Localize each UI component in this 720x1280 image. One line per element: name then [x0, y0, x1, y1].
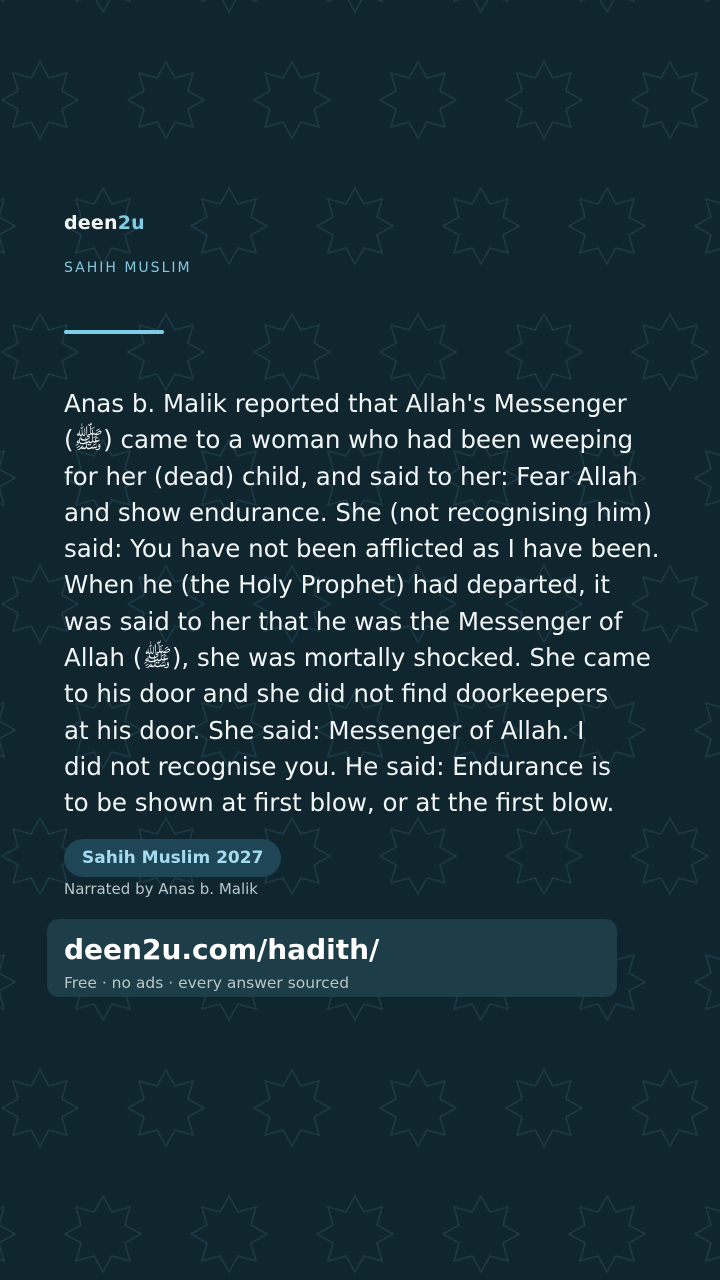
- pattern-star: [191, 0, 267, 12]
- hadith-line: to be shown at first blow, or at the first blow.: [64, 788, 615, 818]
- pattern-star: [65, 0, 141, 12]
- pattern-star: [695, 944, 720, 1020]
- accent-divider: [64, 330, 164, 334]
- pattern-star: [65, 1196, 141, 1272]
- pattern-star: [128, 314, 204, 390]
- pattern-star: [2, 314, 78, 390]
- pattern-star: [380, 62, 456, 138]
- pattern-star: [569, 188, 645, 264]
- pattern-star: [506, 314, 582, 390]
- pattern-star: [695, 188, 720, 264]
- hadith-line: to his door and she did not find doorkeepers: [64, 679, 609, 709]
- hadith-line: did not recognise you. He said: Endurance is: [64, 751, 611, 781]
- website-tagline: Free · no ads · every answer sourced: [64, 974, 350, 992]
- collection-label: SAHIH MUSLIM: [64, 260, 192, 276]
- pattern-star: [0, 944, 15, 1020]
- pattern-star: [0, 440, 15, 516]
- pattern-star: [2, 62, 78, 138]
- pattern-star: [506, 62, 582, 138]
- pattern-star: [191, 188, 267, 264]
- hadith-line: at his door. She said: Messenger of Allah. I: [64, 715, 585, 745]
- pattern-star: [632, 818, 708, 894]
- pattern-star: [0, 1196, 15, 1272]
- website-link-card[interactable]: [47, 919, 617, 997]
- website-url[interactable]: deen2u.com/hadith/: [64, 933, 380, 966]
- pattern-star: [695, 440, 720, 516]
- hadith-line: was said to her that he was the Messenger of: [64, 606, 623, 636]
- pattern-star: [254, 314, 330, 390]
- pattern-star: [506, 818, 582, 894]
- pattern-star: [443, 0, 519, 12]
- pattern-star: [2, 1070, 78, 1146]
- hadith-line: Allah (ﷺ), she was mortally shocked. She came: [64, 643, 651, 673]
- pattern-star: [317, 188, 393, 264]
- pattern-star: [0, 692, 15, 768]
- pattern-star: [443, 188, 519, 264]
- pattern-star: [695, 1196, 720, 1272]
- pattern-star: [695, 692, 720, 768]
- pattern-star: [128, 62, 204, 138]
- pattern-star: [506, 1070, 582, 1146]
- pattern-star: [317, 0, 393, 12]
- pattern-star: [254, 1070, 330, 1146]
- hadith-line: said: You have not been afflicted as I have been.: [64, 534, 660, 564]
- pattern-star: [0, 0, 15, 12]
- hadith-reference-badge: Sahih Muslim 2027: [64, 839, 281, 877]
- brand-logo: deen2u: [64, 212, 145, 234]
- pattern-star: [695, 0, 720, 12]
- pattern-star: [632, 62, 708, 138]
- pattern-star: [569, 0, 645, 12]
- pattern-star: [380, 818, 456, 894]
- hadith-line: (ﷺ) came to a woman who had been weeping: [64, 425, 633, 455]
- pattern-star: [0, 188, 15, 264]
- pattern-star: [317, 1196, 393, 1272]
- pattern-star: [632, 314, 708, 390]
- narrator-text: Narrated by Anas b. Malik: [64, 880, 258, 898]
- hadith-text: [64, 386, 664, 822]
- hadith-line: for her (dead) child, and said to her: Fear Allah: [64, 461, 638, 491]
- pattern-star: [632, 1070, 708, 1146]
- hadith-line: and show endurance. She (not recognising him): [64, 497, 652, 527]
- pattern-star: [443, 1196, 519, 1272]
- hadith-line: Anas b. Malik reported that Allah's Messenger: [64, 389, 627, 418]
- hadith-line: When he (the Holy Prophet) had departed, it: [64, 570, 610, 600]
- pattern-star: [569, 1196, 645, 1272]
- pattern-star: [380, 314, 456, 390]
- pattern-star: [380, 1070, 456, 1146]
- pattern-star: [191, 1196, 267, 1272]
- pattern-star: [128, 1070, 204, 1146]
- pattern-star: [254, 62, 330, 138]
